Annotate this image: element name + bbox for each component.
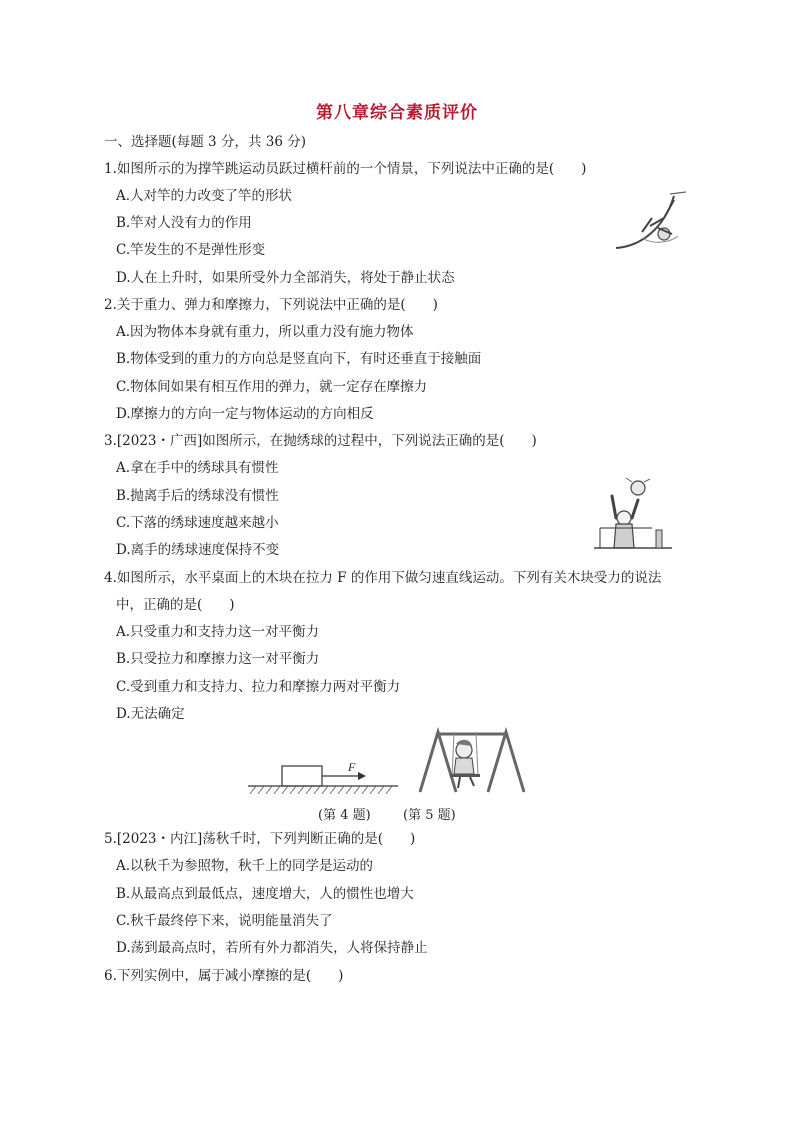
swing-illustration bbox=[416, 728, 528, 794]
wooden-block bbox=[282, 766, 322, 786]
question-5-option-a: A.以秋千为参照物，秋千上的同学是运动的 bbox=[116, 858, 374, 874]
question-5-option-b: B.从最高点到最低点，速度增大，人的惯性也增大 bbox=[116, 886, 414, 902]
question-5-option-c: C.秋千最终停下来，说明能量消失了 bbox=[116, 913, 333, 929]
question-2-stem: 2.关于重力、弹力和摩擦力，下列说法中正确的是( ) bbox=[104, 297, 438, 313]
question-3-stem: 3.[2023・广西]如图所示，在抛绣球的过程中，下列说法正确的是( ) bbox=[104, 433, 537, 449]
section-heading: 一、选择题(每题 3 分，共 36 分) bbox=[104, 134, 306, 150]
question-1-option-c: C.竿发生的不是弹性形变 bbox=[116, 242, 266, 258]
question-1-stem: 1.如图所示的为撑竿跳运动员跃过横杆前的一个情景，下列说法中正确的是( ) bbox=[104, 161, 587, 177]
question-3-option-a: A.拿在手中的绣球具有惯性 bbox=[116, 460, 279, 476]
question-5-stem: 5.[2023・内江]荡秋千时，下列判断正确的是( ) bbox=[104, 831, 416, 847]
question-3-option-b: B.抛离手后的绣球没有惯性 bbox=[116, 488, 279, 504]
block-on-table-figure bbox=[248, 760, 400, 796]
question-4-option-a: A.只受重力和支持力这一对平衡力 bbox=[116, 624, 320, 640]
question-2-option-b: B.物体受到的重力的方向总是竖直向下，有时还垂直于接触面 bbox=[116, 351, 482, 367]
question-5-option-d: D.荡到最高点时，若所有外力都消失，人将保持静止 bbox=[116, 940, 428, 956]
question-6-stem: 6.下列实例中，属于减小摩擦的是( ) bbox=[104, 968, 344, 984]
question-4-option-d: D.无法确定 bbox=[116, 706, 185, 722]
figure-5-caption: (第 5 题) bbox=[403, 808, 456, 823]
page-title: 第八章综合素质评价 bbox=[316, 103, 478, 123]
question-2-option-c: C.物体间如果有相互作用的弹力，就一定存在摩擦力 bbox=[116, 379, 428, 395]
question-2-option-d: D.摩擦力的方向一定与物体运动的方向相反 bbox=[116, 406, 374, 422]
question-1-option-d: D.人在上升时，如果所受外力全部消失，将处于静止状态 bbox=[116, 270, 455, 286]
question-3-option-c: C.下落的绣球速度越来越小 bbox=[116, 515, 279, 531]
question-4-stem: 4.如图所示，水平桌面上的木块在拉力 F 的作用下做匀速直线运动。下列有关木块受力的说法 bbox=[104, 570, 662, 586]
pole-vault-illustration bbox=[612, 188, 688, 252]
embroidered-ball-illustration bbox=[592, 478, 674, 554]
question-1-option-a: A.人对竿的力改变了竿的形状 bbox=[116, 188, 293, 204]
question-4-option-c: C.受到重力和支持力、拉力和摩擦力两对平衡力 bbox=[116, 679, 401, 695]
question-4-option-b: B.只受拉力和摩擦力这一对平衡力 bbox=[116, 651, 320, 667]
question-1-option-b: B.竿对人没有力的作用 bbox=[116, 215, 252, 231]
question-4-stem-continued: 中，正确的是( ) bbox=[116, 597, 235, 613]
question-3-option-d: D.离手的绣球速度保持不变 bbox=[116, 542, 280, 558]
question-2-option-a: A.因为物体本身就有重力，所以重力没有施力物体 bbox=[116, 324, 414, 340]
force-label: F bbox=[348, 760, 356, 774]
figure-4-caption: (第 4 题) bbox=[318, 808, 371, 823]
